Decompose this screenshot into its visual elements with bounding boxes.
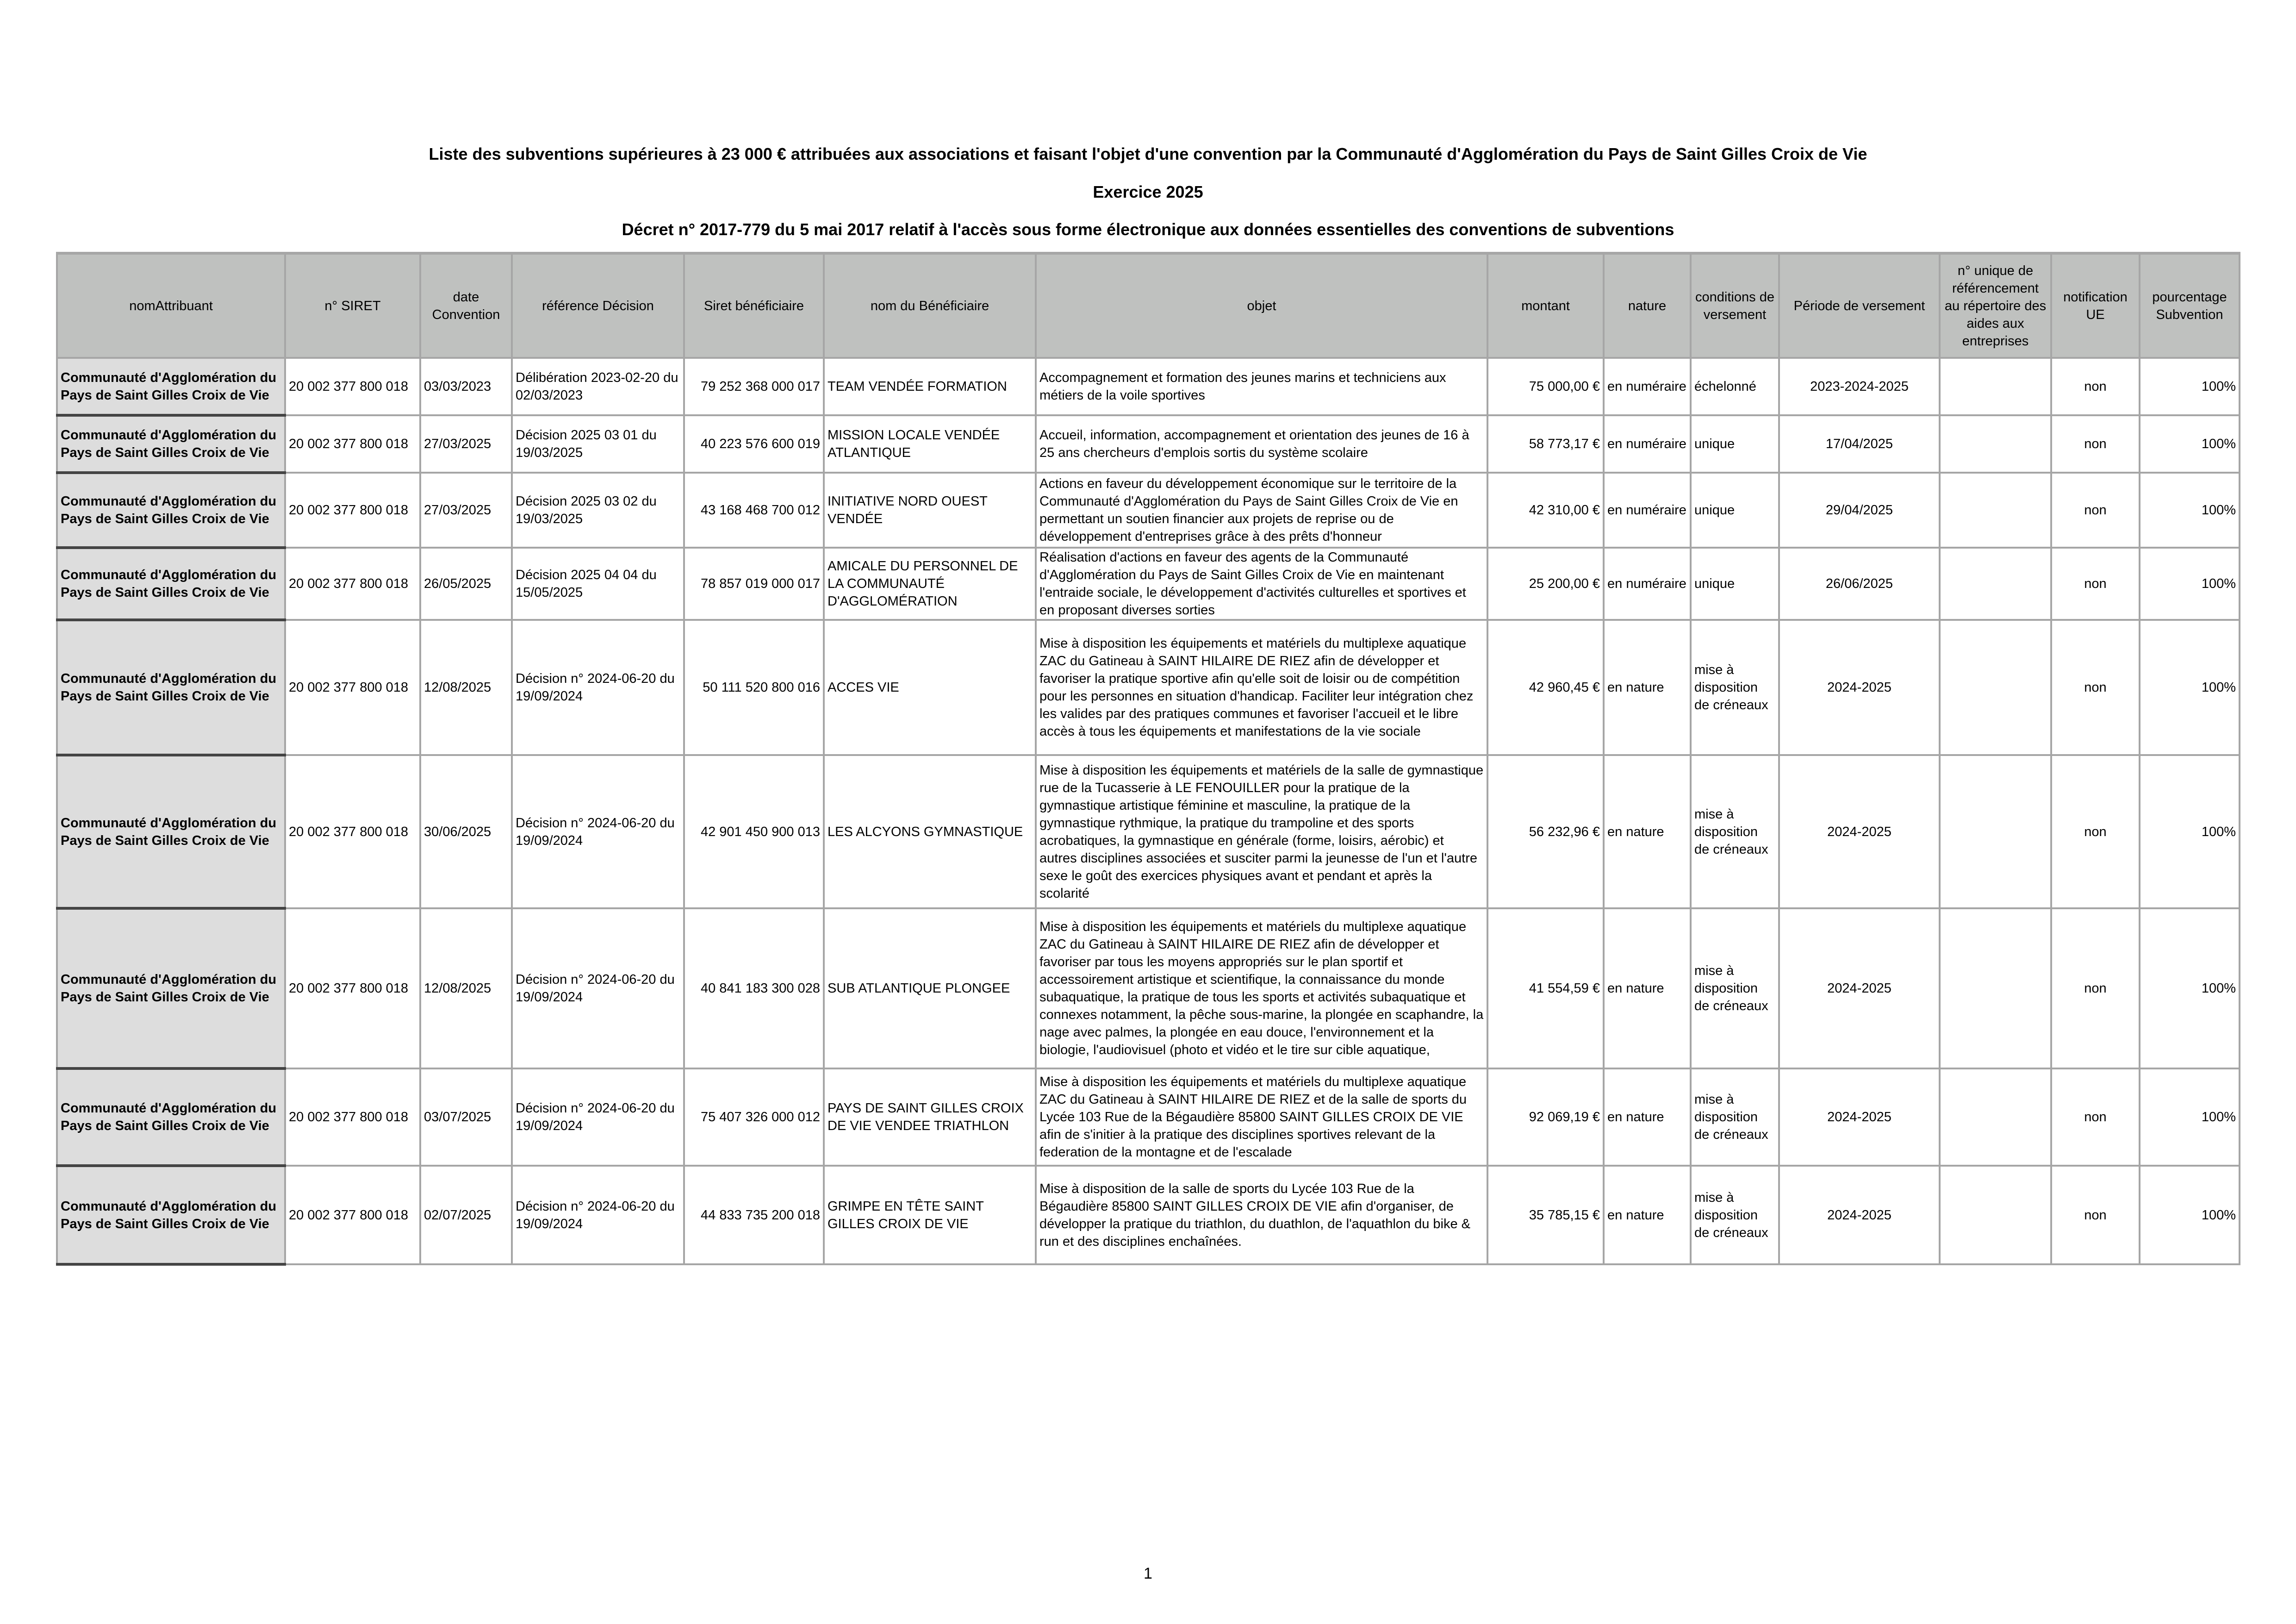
cell-objet: Actions en faveur du développement économique sur le territoire de la Communauté d'Agglomération du Pays de Saint Gilles Croix de Vie en permettant un soutien financier aux projets de reprise ou de développement d'entreprises grâce à des prêts d'honneur <box>1036 473 1487 548</box>
cell-siret-beneficiaire: 40 223 576 600 019 <box>684 415 824 473</box>
cell-nom-attribuant: Communauté d'Agglomération du Pays de Saint Gilles Croix de Vie <box>57 415 285 473</box>
header-numero-unique: n° unique de référencement au répertoire des aides aux entreprises <box>1940 253 2051 358</box>
cell-notification-ue: non <box>2051 548 2140 620</box>
table-row <box>57 473 2240 548</box>
cell-siret: 20 002 377 800 018 <box>285 358 420 415</box>
cell-numero-unique <box>1940 358 2051 415</box>
cell-nom-attribuant: Communauté d'Agglomération du Pays de Saint Gilles Croix de Vie <box>57 1166 285 1264</box>
table-row <box>57 1068 2240 1166</box>
cell-numero-unique <box>1940 548 2051 620</box>
cell-reference-decision: Décision n° 2024-06-20 du 19/09/2024 <box>512 908 684 1068</box>
cell-nature: en numéraire <box>1604 473 1691 548</box>
cell-siret-beneficiaire: 78 857 019 000 017 <box>684 548 824 620</box>
cell-montant: 42 960,45 € <box>1487 620 1604 755</box>
cell-montant: 92 069,19 € <box>1487 1068 1604 1166</box>
cell-notification-ue: non <box>2051 620 2140 755</box>
cell-siret-beneficiaire: 43 168 468 700 012 <box>684 473 824 548</box>
table-row <box>57 415 2240 473</box>
cell-date-convention: 27/03/2025 <box>420 473 512 548</box>
cell-numero-unique <box>1940 1068 2051 1166</box>
cell-periode-versement: 2024-2025 <box>1779 908 1940 1068</box>
cell-reference-decision: Décision 2025 03 02 du 19/03/2025 <box>512 473 684 548</box>
header-conditions-versement: conditions de versement <box>1691 253 1779 358</box>
cell-notification-ue: non <box>2051 1166 2140 1264</box>
table-row <box>57 358 2240 415</box>
cell-siret: 20 002 377 800 018 <box>285 620 420 755</box>
cell-montant: 56 232,96 € <box>1487 755 1604 908</box>
cell-objet: Réalisation d'actions en faveur des agents de la Communauté d'Agglomération du Pays de Saint Gilles Croix de Vie en maintenant l'entraide sociale, le développement d'activités culturelles et sportives et en proposant diverses sorties <box>1036 548 1487 620</box>
cell-reference-decision: Décision 2025 04 04 du 15/05/2025 <box>512 548 684 620</box>
table-row <box>57 755 2240 908</box>
cell-nom-attribuant: Communauté d'Agglomération du Pays de Saint Gilles Croix de Vie <box>57 1068 285 1166</box>
header-notification-ue: notification UE <box>2051 253 2140 358</box>
cell-nom-beneficiaire: PAYS DE SAINT GILLES CROIX DE VIE VENDEE TRIATHLON <box>824 1068 1036 1166</box>
cell-numero-unique <box>1940 908 2051 1068</box>
cell-montant: 35 785,15 € <box>1487 1166 1604 1264</box>
cell-date-convention: 30/06/2025 <box>420 755 512 908</box>
cell-conditions-versement: mise à disposition de créneaux <box>1691 1068 1779 1166</box>
cell-notification-ue: non <box>2051 473 2140 548</box>
cell-numero-unique <box>1940 1166 2051 1264</box>
document-title: Liste des subventions supérieures à 23 000 € attribuées aux associations et faisant l'objet d'une convention par la Communauté d'Agglomération du Pays de Saint Gilles Croix de Vie <box>429 144 1867 163</box>
document-decret: Décret n° 2017-779 du 5 mai 2017 relatif à l'accès sous forme électronique aux données essentielles des conventions de subventions <box>622 220 1674 239</box>
header-nom-beneficiaire: nom du Bénéficiaire <box>824 253 1036 358</box>
cell-pourcentage: 100% <box>2140 620 2240 755</box>
table-row <box>57 620 2240 755</box>
cell-montant: 75 000,00 € <box>1487 358 1604 415</box>
cell-pourcentage: 100% <box>2140 473 2240 548</box>
cell-conditions-versement: unique <box>1691 548 1779 620</box>
cell-date-convention: 27/03/2025 <box>420 415 512 473</box>
cell-notification-ue: non <box>2051 755 2140 908</box>
cell-nature: en numéraire <box>1604 548 1691 620</box>
cell-periode-versement: 2024-2025 <box>1779 620 1940 755</box>
cell-reference-decision: Décision n° 2024-06-20 du 19/09/2024 <box>512 1166 684 1264</box>
cell-date-convention: 03/07/2025 <box>420 1068 512 1166</box>
cell-nom-beneficiaire: AMICALE DU PERSONNEL DE LA COMMUNAUTÉ D'AGGLOMÉRATION <box>824 548 1036 620</box>
cell-montant: 41 554,59 € <box>1487 908 1604 1068</box>
cell-date-convention: 03/03/2023 <box>420 358 512 415</box>
cell-nom-beneficiaire: ACCES VIE <box>824 620 1036 755</box>
cell-reference-decision: Décision n° 2024-06-20 du 19/09/2024 <box>512 755 684 908</box>
cell-periode-versement: 2023-2024-2025 <box>1779 358 1940 415</box>
cell-pourcentage: 100% <box>2140 755 2240 908</box>
cell-nom-attribuant: Communauté d'Agglomération du Pays de Saint Gilles Croix de Vie <box>57 548 285 620</box>
cell-objet: Accueil, information, accompagnement et orientation des jeunes de 16 à 25 ans chercheurs d'emplois sortis du système scolaire <box>1036 415 1487 473</box>
cell-conditions-versement: échelonné <box>1691 358 1779 415</box>
document-exercice: Exercice 2025 <box>1093 182 1203 201</box>
cell-nom-attribuant: Communauté d'Agglomération du Pays de Saint Gilles Croix de Vie <box>57 358 285 415</box>
cell-date-convention: 12/08/2025 <box>420 620 512 755</box>
cell-siret: 20 002 377 800 018 <box>285 908 420 1068</box>
cell-objet: Accompagnement et formation des jeunes marins et techniciens aux métiers de la voile sportives <box>1036 358 1487 415</box>
cell-pourcentage: 100% <box>2140 415 2240 473</box>
cell-objet: Mise à disposition de la salle de sports du Lycée 103 Rue de la Bégaudière 85800 SAINT GILLES CROIX DE VIE afin d'organiser, de développer la pratique du triathlon, du duathlon, de l'aquathlon du bike & run et des disciplines enchaînées. <box>1036 1166 1487 1264</box>
cell-nom-beneficiaire: MISSION LOCALE VENDÉE ATLANTIQUE <box>824 415 1036 473</box>
cell-pourcentage: 100% <box>2140 908 2240 1068</box>
cell-nature: en numéraire <box>1604 415 1691 473</box>
cell-reference-decision: Décision n° 2024-06-20 du 19/09/2024 <box>512 620 684 755</box>
cell-nature: en nature <box>1604 755 1691 908</box>
cell-siret-beneficiaire: 75 407 326 000 012 <box>684 1068 824 1166</box>
cell-periode-versement: 26/06/2025 <box>1779 548 1940 620</box>
cell-conditions-versement: unique <box>1691 415 1779 473</box>
cell-siret: 20 002 377 800 018 <box>285 1166 420 1264</box>
cell-conditions-versement: mise à disposition de créneaux <box>1691 620 1779 755</box>
cell-objet: Mise à disposition les équipements et matériels du multiplexe aquatique ZAC du Gatineau à SAINT HILAIRE DE RIEZ afin de développer et favoriser la pratique sportive afin qu'elle soit de loisir ou de compétition pour les personnes en situation d'handicap. Faciliter leur intégration chez les valides par des pratiques communes et favoriser l'accueil et le libre accès à tous les équipements et manifestations de la vie sociale <box>1036 620 1487 755</box>
cell-nom-beneficiaire: TEAM VENDÉE FORMATION <box>824 358 1036 415</box>
cell-siret-beneficiaire: 79 252 368 000 017 <box>684 358 824 415</box>
cell-conditions-versement: mise à disposition de créneaux <box>1691 908 1779 1068</box>
cell-notification-ue: non <box>2051 358 2140 415</box>
header-nom-attribuant: nomAttribuant <box>57 253 285 358</box>
cell-siret-beneficiaire: 44 833 735 200 018 <box>684 1166 824 1264</box>
cell-nature: en nature <box>1604 1068 1691 1166</box>
cell-numero-unique <box>1940 620 2051 755</box>
cell-notification-ue: non <box>2051 908 2140 1068</box>
table-row <box>57 548 2240 620</box>
cell-nom-beneficiaire: SUB ATLANTIQUE PLONGEE <box>824 908 1036 1068</box>
header-objet: objet <box>1036 253 1487 358</box>
cell-pourcentage: 100% <box>2140 548 2240 620</box>
header-date-convention: date Convention <box>420 253 512 358</box>
page-number: 1 <box>1144 1565 1152 1582</box>
cell-siret: 20 002 377 800 018 <box>285 548 420 620</box>
header-nature: nature <box>1604 253 1691 358</box>
subventions-table <box>56 252 2240 1266</box>
cell-conditions-versement: unique <box>1691 473 1779 548</box>
cell-conditions-versement: mise à disposition de créneaux <box>1691 755 1779 908</box>
cell-date-convention: 26/05/2025 <box>420 548 512 620</box>
cell-montant: 42 310,00 € <box>1487 473 1604 548</box>
table-row <box>57 908 2240 1068</box>
cell-numero-unique <box>1940 415 2051 473</box>
cell-objet: Mise à disposition les équipements et matériels du multiplexe aquatique ZAC du Gatineau à SAINT HILAIRE DE RIEZ afin de développer et favoriser par tous les moyens appropriés sur le plan sportif et accessoirement artistique et scientifique, la connaissance du monde subaquatique, la pratique de tous les sports et activités subaquatique et connexes notamment, la pêche sous-marine, la plongée en scaphandre, la nage avec palmes, la plongée en eau douce, l'environnement et la biologie, l'audiovisuel (photo et vidéo et le tire sur cible aquatique, <box>1036 908 1487 1068</box>
cell-objet: Mise à disposition les équipements et matériels de la salle de gymnastique rue de la Tucasserie à LE FENOUILLER pour la pratique de la gymnastique artistique féminine et masculine, la pratique de la gymnastique rythmique, la pratique du trampoline et des sports acrobatiques, la gymnastique en générale (forme, loisirs, aérobic) et autres disciplines associées et susciter parmi la jeunesse de l'un et l'autre sexe le goût des exercices physiques avant et pendant et après la scolarité <box>1036 755 1487 908</box>
cell-nature: en numéraire <box>1604 358 1691 415</box>
cell-numero-unique <box>1940 473 2051 548</box>
cell-periode-versement: 17/04/2025 <box>1779 415 1940 473</box>
cell-numero-unique <box>1940 755 2051 908</box>
header-reference-decision: référence Décision <box>512 253 684 358</box>
cell-siret: 20 002 377 800 018 <box>285 415 420 473</box>
table-row <box>57 1166 2240 1264</box>
cell-siret-beneficiaire: 42 901 450 900 013 <box>684 755 824 908</box>
cell-nom-attribuant: Communauté d'Agglomération du Pays de Saint Gilles Croix de Vie <box>57 620 285 755</box>
cell-siret-beneficiaire: 50 111 520 800 016 <box>684 620 824 755</box>
cell-siret: 20 002 377 800 018 <box>285 1068 420 1166</box>
cell-conditions-versement: mise à disposition de créneaux <box>1691 1166 1779 1264</box>
cell-reference-decision: Décision n° 2024-06-20 du 19/09/2024 <box>512 1068 684 1166</box>
cell-nom-beneficiaire: LES ALCYONS GYMNASTIQUE <box>824 755 1036 908</box>
cell-siret-beneficiaire: 40 841 183 300 028 <box>684 908 824 1068</box>
header-siret: n° SIRET <box>285 253 420 358</box>
header-periode-versement: Période de versement <box>1779 253 1940 358</box>
cell-periode-versement: 2024-2025 <box>1779 755 1940 908</box>
header-pourcentage: pourcentage Subvention <box>2140 253 2240 358</box>
table-header-row <box>57 253 2240 358</box>
cell-periode-versement: 2024-2025 <box>1779 1166 1940 1264</box>
cell-notification-ue: non <box>2051 1068 2140 1166</box>
cell-nom-attribuant: Communauté d'Agglomération du Pays de Saint Gilles Croix de Vie <box>57 473 285 548</box>
cell-montant: 25 200,00 € <box>1487 548 1604 620</box>
cell-nature: en nature <box>1604 908 1691 1068</box>
cell-nom-beneficiaire: INITIATIVE NORD OUEST VENDÉE <box>824 473 1036 548</box>
cell-periode-versement: 2024-2025 <box>1779 1068 1940 1166</box>
cell-nature: en nature <box>1604 620 1691 755</box>
cell-reference-decision: Délibération 2023-02-20 du 02/03/2023 <box>512 358 684 415</box>
cell-pourcentage: 100% <box>2140 1166 2240 1264</box>
cell-siret: 20 002 377 800 018 <box>285 755 420 908</box>
cell-periode-versement: 29/04/2025 <box>1779 473 1940 548</box>
cell-nature: en nature <box>1604 1166 1691 1264</box>
header-montant: montant <box>1487 253 1604 358</box>
header-siret-beneficiaire: Siret bénéficiaire <box>684 253 824 358</box>
cell-nom-attribuant: Communauté d'Agglomération du Pays de Saint Gilles Croix de Vie <box>57 755 285 908</box>
cell-montant: 58 773,17 € <box>1487 415 1604 473</box>
cell-notification-ue: non <box>2051 415 2140 473</box>
cell-pourcentage: 100% <box>2140 1068 2240 1166</box>
cell-date-convention: 02/07/2025 <box>420 1166 512 1264</box>
cell-siret: 20 002 377 800 018 <box>285 473 420 548</box>
cell-reference-decision: Décision 2025 03 01 du 19/03/2025 <box>512 415 684 473</box>
cell-pourcentage: 100% <box>2140 358 2240 415</box>
cell-nom-attribuant: Communauté d'Agglomération du Pays de Saint Gilles Croix de Vie <box>57 908 285 1068</box>
cell-nom-beneficiaire: GRIMPE EN TÊTE SAINT GILLES CROIX DE VIE <box>824 1166 1036 1264</box>
cell-date-convention: 12/08/2025 <box>420 908 512 1068</box>
cell-objet: Mise à disposition les équipements et matériels du multiplexe aquatique ZAC du Gatineau à SAINT HILAIRE DE RIEZ et de la salle de sports du Lycée 103 Rue de la Bégaudière 85800 SAINT GILLES CROIX DE VIE afin de s'initier à la pratique des disciplines sportives relevant de la federation de la montagne et de l'escalade <box>1036 1068 1487 1166</box>
